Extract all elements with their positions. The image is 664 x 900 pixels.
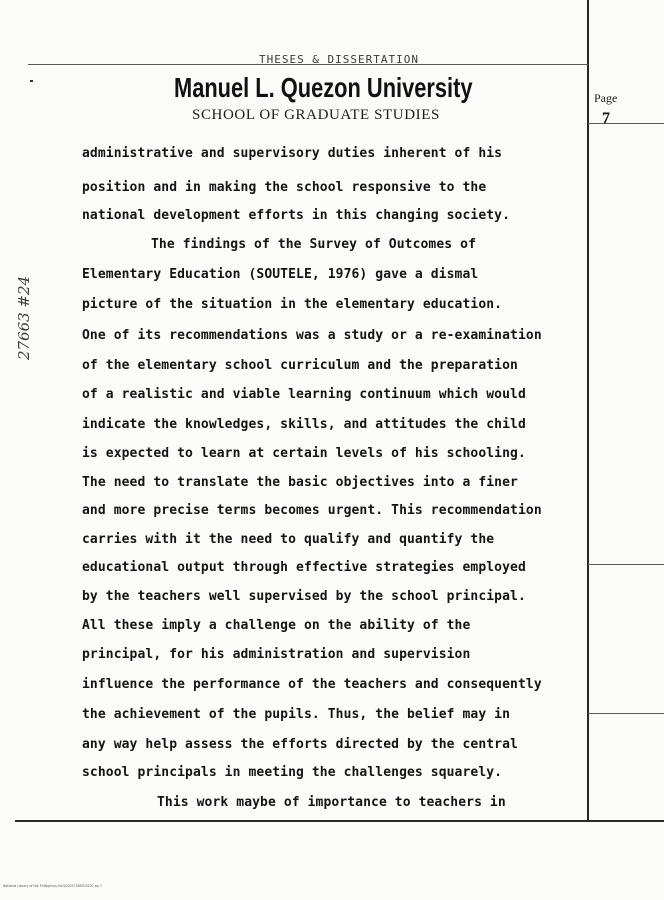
body-line-14: carries with it the need to qualify and quantify the [82, 532, 495, 547]
university-title: Manuel L. Quezon University [174, 72, 473, 103]
body-line-3: national development efforts in this changing society. [82, 208, 511, 223]
body-line-21: any way help assess the efforts directed by the central [82, 737, 518, 752]
body-line-15: educational output through effective strategies employed [82, 560, 526, 575]
theses-stamp: THESES & DISSERTATION [258, 53, 420, 66]
handwritten-margin-note: 27663 #24 [15, 275, 33, 360]
body-line-4: The findings of the Survey of Outcomes of [151, 237, 476, 252]
body-line-11: is expected to learn at certain levels of his schooling. [82, 446, 526, 461]
body-line-10: indicate the knowledges, skills, and attitudes the child [82, 417, 526, 432]
body-line-9: of a realistic and viable learning continuum which would [82, 387, 526, 402]
body-line-7: One of its recommendations was a study or a re-examination [82, 328, 542, 343]
body-line-13: and more precise terms becomes urgent. This recommendation [82, 503, 542, 518]
body-line-20: the achievement of the pupils. Thus, the belief may in [82, 707, 511, 722]
page-number: 7 [602, 110, 610, 127]
body-line-19: influence the performance of the teachers and consequently [82, 677, 542, 692]
body-line-17: All these imply a challenge on the ability of the [82, 618, 471, 633]
school-subtitle: SCHOOL OF GRADUATE STUDIES [192, 107, 440, 123]
left-dot-mark [30, 80, 33, 82]
body-line-6: picture of the situation in the elementary education. [82, 297, 503, 312]
page-label: Page [594, 91, 618, 105]
body-line-12: The need to translate the basic objectives into a finer [82, 475, 518, 490]
body-line-5: Elementary Education (SOUTELE, 1976) gave a dismal [82, 267, 479, 282]
body-line-2: position and in making the school responsive to the [82, 180, 487, 195]
body-text [82, 144, 642, 814]
body-line-18: principal, for his administration and supervision [82, 647, 471, 662]
body-line-1: administrative and supervisory duties inherent of his [82, 146, 503, 161]
footer-rule [15, 820, 664, 822]
body-line-23: This work maybe of importance to teachers in [157, 795, 506, 810]
body-line-22: school principals in meeting the challenges squarely. [82, 765, 503, 780]
body-line-8: of the elementary school curriculum and the preparation [82, 358, 518, 373]
archive-footer: National Library of the Philippines MLQU0027366305207 pp 7 [3, 884, 102, 888]
body-line-16: by the teachers well supervised by the school principal. [82, 589, 526, 604]
